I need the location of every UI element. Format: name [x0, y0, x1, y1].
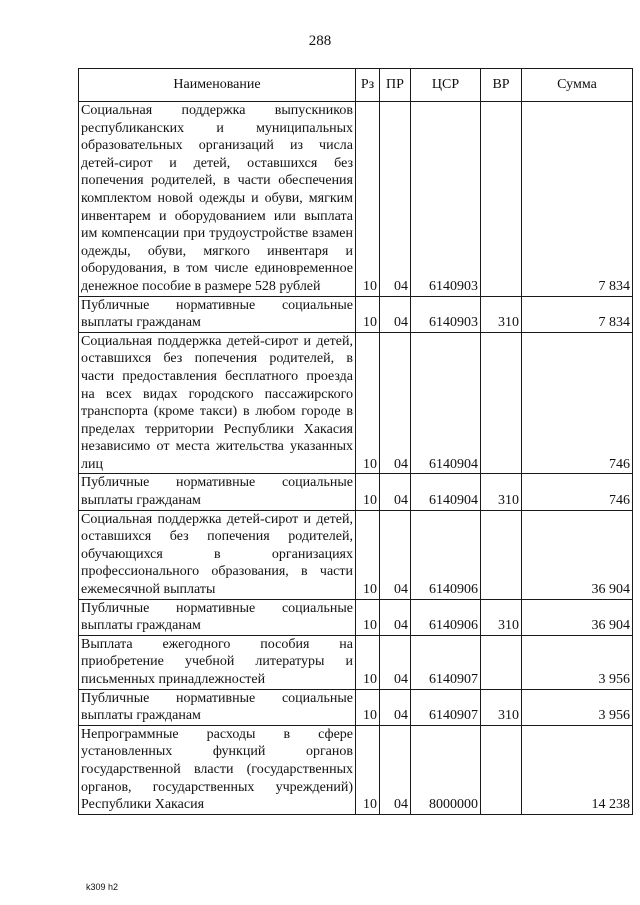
row-name: Публичные нормативные социальные выплаты гражданам — [79, 689, 356, 725]
table-row — [79, 599, 633, 635]
table-header-row — [79, 69, 633, 102]
row-vr — [481, 725, 522, 814]
row-sum: 3 956 — [522, 635, 633, 689]
row-name: Социальная поддержка детей-сирот и детей, оставшихся без попечения родителей, обучающихся в организациях профессионального образования, в части ежемесячной выплаты — [79, 510, 356, 599]
row-sum: 7 834 — [522, 102, 633, 297]
row-vr — [481, 635, 522, 689]
row-pr: 04 — [380, 102, 411, 297]
table-row — [79, 510, 633, 599]
row-name: Публичные нормативные социальные выплаты гражданам — [79, 296, 356, 332]
row-csr: 6140903 — [411, 102, 481, 297]
row-csr: 6140904 — [411, 332, 481, 474]
row-csr: 6140903 — [411, 296, 481, 332]
row-pr: 04 — [380, 689, 411, 725]
row-vr: 310 — [481, 689, 522, 725]
row-sum: 3 956 — [522, 689, 633, 725]
row-rz: 10 — [356, 599, 380, 635]
row-rz: 10 — [356, 332, 380, 474]
row-rz: 10 — [356, 510, 380, 599]
row-csr: 6140907 — [411, 635, 481, 689]
row-sum: 36 904 — [522, 510, 633, 599]
header-pr: ПР — [380, 69, 411, 102]
row-rz: 10 — [356, 725, 380, 814]
row-pr: 04 — [380, 474, 411, 510]
page-number: 288 — [308, 33, 332, 49]
row-pr: 04 — [380, 510, 411, 599]
row-vr — [481, 510, 522, 599]
table-row — [79, 689, 633, 725]
row-name: Публичные нормативные социальные выплаты гражданам — [79, 599, 356, 635]
table-row — [79, 635, 633, 689]
row-name: Социальная поддержка детей-сирот и детей, оставшихся без попечения родителей, в части предоставления бесплатного проезда на всех видах городского пассажирского транспорта (кроме такси) в любом городе в пределах территории Республики Хакасия независимо от места жительства указанных лиц — [79, 332, 356, 474]
table-row — [79, 332, 633, 474]
row-vr — [481, 332, 522, 474]
table-row — [79, 296, 633, 332]
row-name: Публичные нормативные социальные выплаты гражданам — [79, 474, 356, 510]
row-sum: 7 834 — [522, 296, 633, 332]
header-vr: ВР — [481, 69, 522, 102]
row-pr: 04 — [380, 599, 411, 635]
header-csr: ЦСР — [411, 69, 481, 102]
row-sum: 746 — [522, 332, 633, 474]
row-name: Социальная поддержка выпускников республиканских и муниципальных образовательных организаций из числа детей-сирот и детей, оставшихся без попечения родителей, в части обеспечения комплектом новой одежды и обуви, мягким инвентарем и оборудованием или выплата им компенсации при трудоустройстве взамен одежды, обуви, мягкого инвентаря и оборудования, в том числе единовременное денежное пособие в размере 528 рублей — [79, 102, 356, 297]
header-name: Наименование — [79, 69, 356, 102]
row-sum: 746 — [522, 474, 633, 510]
budget-table — [78, 68, 633, 815]
row-vr — [481, 102, 522, 297]
table-row — [79, 474, 633, 510]
row-rz: 10 — [356, 102, 380, 297]
row-rz: 10 — [356, 296, 380, 332]
row-rz: 10 — [356, 689, 380, 725]
header-sum: Сумма — [522, 69, 633, 102]
header-rz: Рз — [356, 69, 380, 102]
row-pr: 04 — [380, 725, 411, 814]
row-csr: 6140907 — [411, 689, 481, 725]
row-name: Непрограммные расходы в сфере установленных функций органов государственной власти (государственных органов, государственных учреждений) Республики Хакасия — [79, 725, 356, 814]
row-pr: 04 — [380, 296, 411, 332]
row-vr: 310 — [481, 474, 522, 510]
row-pr: 04 — [380, 332, 411, 474]
row-sum: 36 904 — [522, 599, 633, 635]
row-csr: 6140906 — [411, 510, 481, 599]
row-rz: 10 — [356, 635, 380, 689]
row-vr: 310 — [481, 599, 522, 635]
footer-document-code: k309 h2 — [86, 882, 119, 892]
row-vr: 310 — [481, 296, 522, 332]
row-pr: 04 — [380, 635, 411, 689]
table-row — [79, 102, 633, 297]
row-csr: 6140906 — [411, 599, 481, 635]
row-csr: 6140904 — [411, 474, 481, 510]
row-name: Выплата ежегодного пособия на приобретение учебной литературы и письменных принадлежностей — [79, 635, 356, 689]
row-sum: 14 238 — [522, 725, 633, 814]
row-rz: 10 — [356, 474, 380, 510]
table-row — [79, 725, 633, 814]
row-csr: 8000000 — [411, 725, 481, 814]
